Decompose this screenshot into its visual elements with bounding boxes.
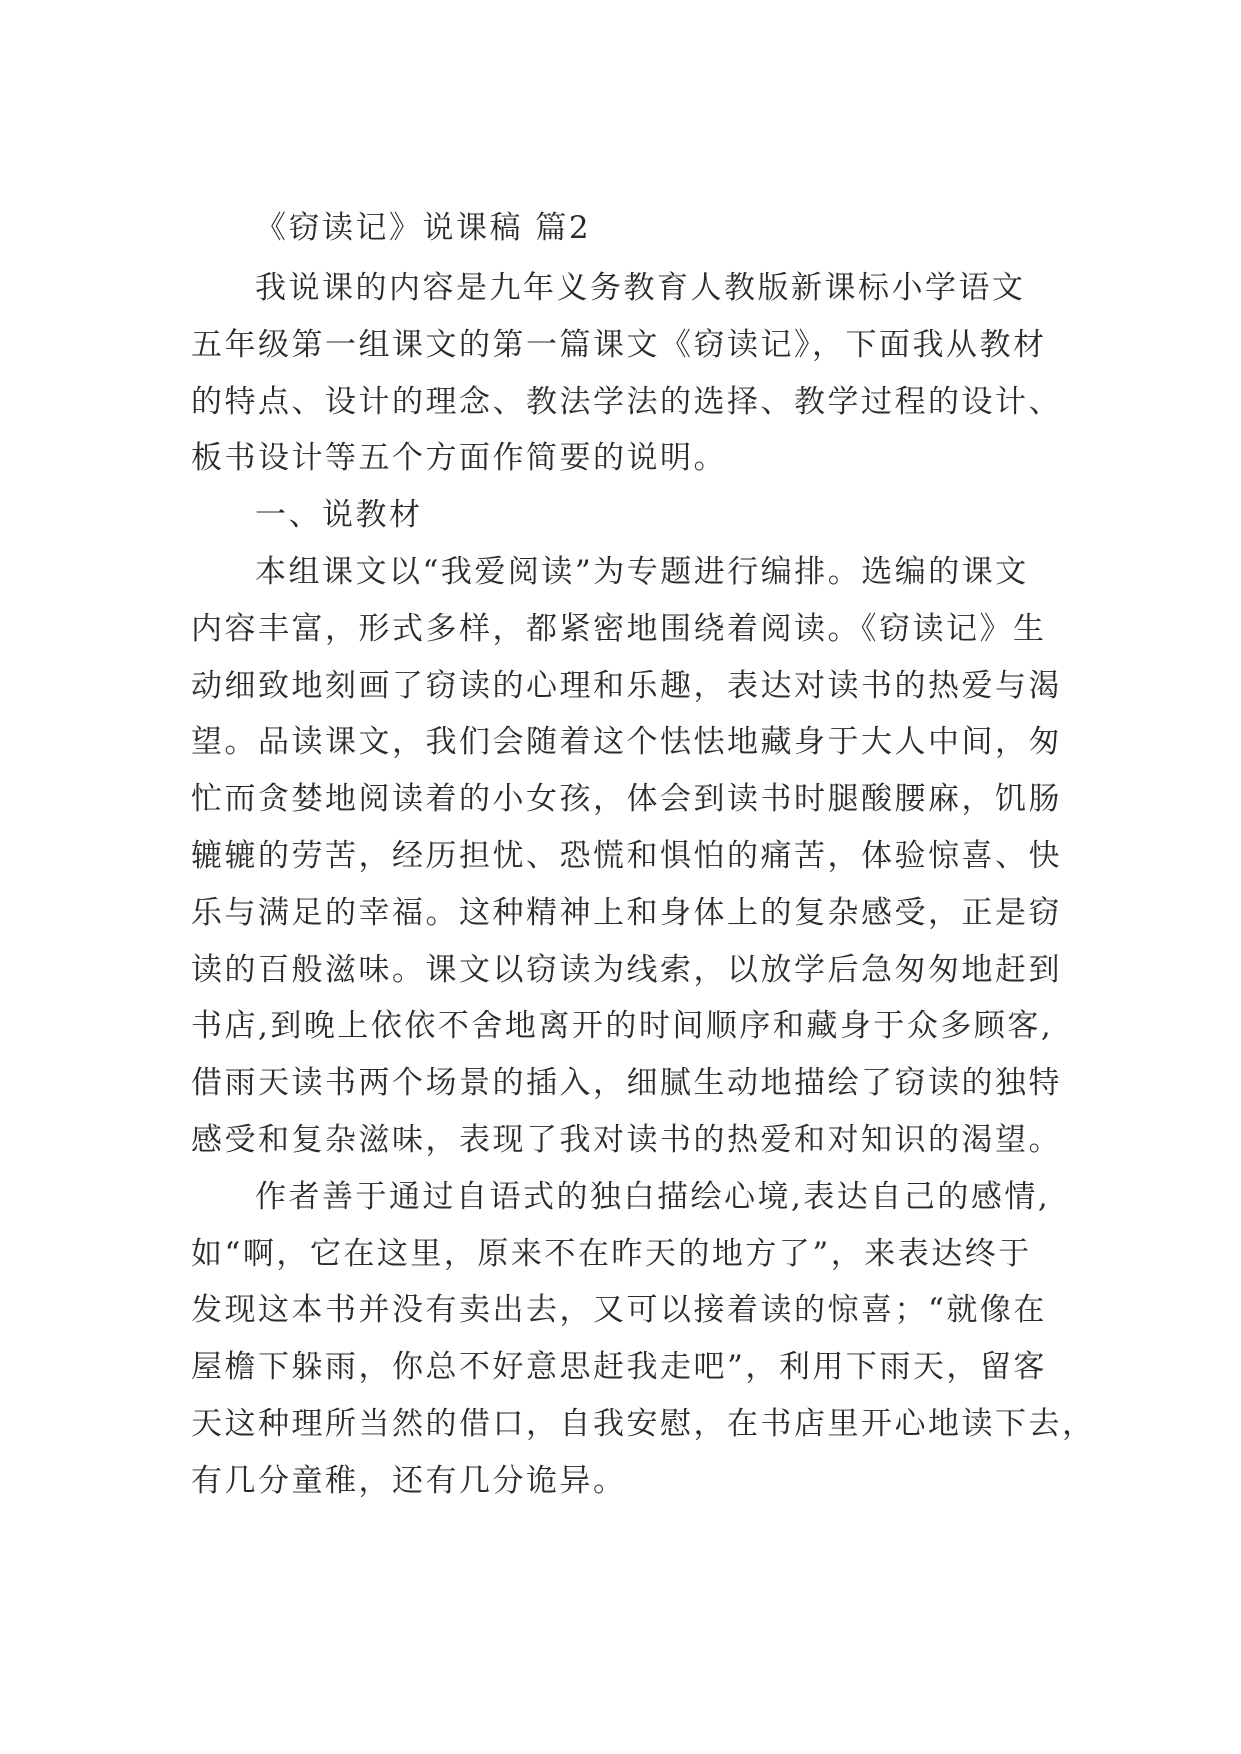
paragraph-line: 我说课的内容是九年义务教育人教版新课标小学语文 <box>255 270 1026 306</box>
paragraph-line: 辘辘的劳苦，经历担忧、恐慌和惧怕的痛苦，体验惊喜、快 <box>191 837 1062 874</box>
paragraph-line: 天这种理所当然的借口，自我安慰，在书店里开心地读下去， <box>191 1405 1096 1442</box>
paragraph-line: 五年级第一组课文的第一篇课文《窃读记》，下面我从教材 <box>191 326 1047 363</box>
document-body <box>191 200 1096 1510</box>
paragraph-line: 屋檐下躲雨，你总不好意思赶我走吧”，利用下雨天，留客 <box>191 1349 1047 1386</box>
paragraph-line: 本组课文以“我爱阅读”为专题进行编排。选编的课文 <box>255 553 1029 590</box>
section-heading: 一、说教材 <box>255 497 423 534</box>
paragraph-line: 感受和复杂滋味，表现了我对读书的热爱和对知识的渴望。 <box>191 1121 1062 1158</box>
paragraph-author-style <box>191 1169 1096 1510</box>
paragraph-line: 内容丰富，形式多样，都紧密地围绕着阅读。《窃读记》生 <box>191 610 1047 647</box>
paragraph-line: 作者善于通过自语式的独白描绘心境,表达自己的感情, <box>255 1178 1051 1215</box>
paragraph-intro <box>191 260 1061 487</box>
paragraph-line: 的特点、设计的理念、教法学法的选择、教学过程的设计、 <box>191 383 1062 420</box>
paragraph-textbook <box>191 544 1061 1169</box>
document-title: 《窃读记》说课稿 篇2 <box>255 210 592 246</box>
paragraph-line: 读的百般滋味。课文以窃读为线索，以放学后急匆匆地赶到 <box>191 951 1062 988</box>
paragraph-line: 望。品读课文，我们会随着这个怯怯地藏身于大人中间，匆 <box>191 724 1062 761</box>
paragraph-line: 书店,到晚上依依不舍地离开的时间顺序和藏身于众多顾客, <box>191 1008 1054 1045</box>
paragraph-line: 发现这本书并没有卖出去，又可以接着读的惊喜；“就像在 <box>191 1292 1047 1329</box>
paragraph-line: 忙而贪婪地阅读着的小女孩，体会到读书时腿酸腰麻，饥肠 <box>191 781 1062 818</box>
paragraph-line: 借雨天读书两个场景的插入，细腻生动地描绘了窃读的独特 <box>191 1065 1062 1102</box>
paragraph-line: 板书设计等五个方面作简要的说明。 <box>191 440 727 477</box>
paragraph-line: 如“啊，它在这里，原来不在昨天的地方了”，来表达终于 <box>191 1235 1032 1272</box>
paragraph-line: 动细致地刻画了窃读的心理和乐趣，表达对读书的热爱与渴 <box>191 667 1062 704</box>
section-heading-textbook <box>191 487 1061 544</box>
paragraph-line: 有几分童稚，还有几分诡异。 <box>191 1462 627 1499</box>
paragraph-line: 乐与满足的幸福。这种精神上和身体上的复杂感受，正是窃 <box>191 894 1062 931</box>
